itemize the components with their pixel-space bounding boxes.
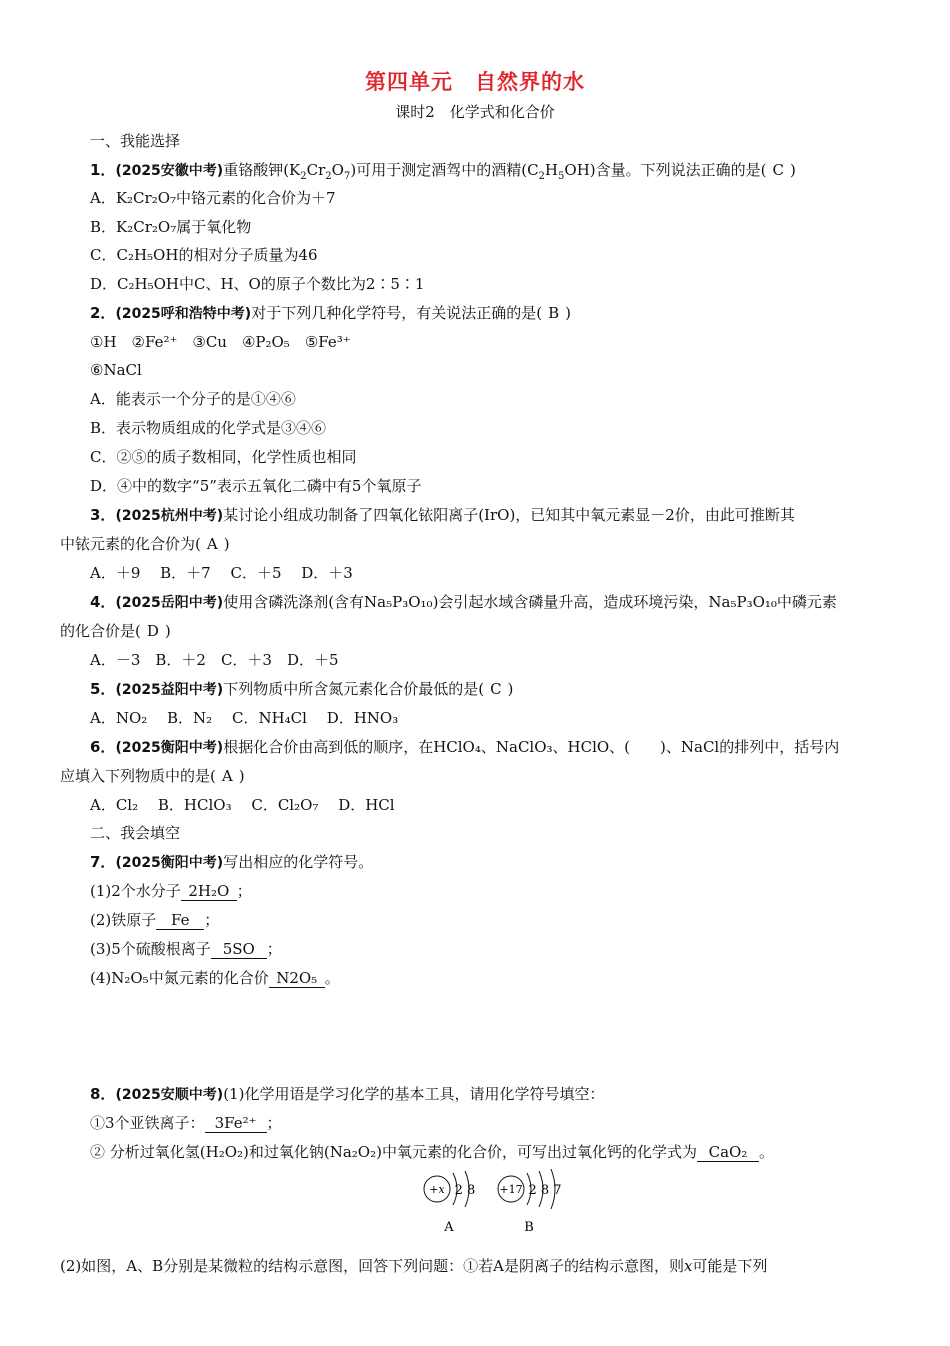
q7-part2-prompt: (2)铁原子 xyxy=(90,911,157,929)
q8-stem-text: (1)化学用语是学习化学的基本工具，请用化学符号填空： xyxy=(223,1085,605,1103)
atom-b-nucleus: +17 xyxy=(499,1183,523,1196)
q7-part2-answer: Fe xyxy=(156,911,204,930)
q6-source: (2025衡阳中考) xyxy=(115,740,224,756)
q4-close: ) xyxy=(164,622,171,640)
q5-source: (2025益阳中考) xyxy=(115,682,224,698)
q4-number: 4． xyxy=(90,593,116,611)
q7-part4-prompt: (4)N₂O₅中氮元素的化合价 xyxy=(90,969,269,987)
q3-number: 3． xyxy=(90,506,116,524)
q1-number: 1． xyxy=(90,161,116,179)
q4-answer: D xyxy=(146,622,159,640)
q5-stem-text: 下列物质中所含氮元素化合价最低的是( xyxy=(223,680,485,698)
section-choice-heading: 一、我能选择 xyxy=(90,132,181,150)
q1-answer: C xyxy=(772,161,784,179)
q7-stem-text: 写出相应的化学符号。 xyxy=(223,853,374,871)
atom-structure-diagram xyxy=(415,1165,575,1235)
q5-answer: C xyxy=(490,680,502,698)
q5-close: ) xyxy=(507,680,514,698)
q6-close: ) xyxy=(238,767,245,785)
q8-source: (2025安顺中考) xyxy=(115,1087,224,1103)
q5-stem xyxy=(90,679,513,700)
q7-part1-semicolon: ； xyxy=(236,882,252,900)
q8-question2-var: x xyxy=(683,1257,693,1275)
q7-part2-semicolon: ； xyxy=(204,911,220,929)
q8-part2-answer: CaO₂ xyxy=(697,1143,759,1162)
q8-part2 xyxy=(90,1142,774,1162)
q7-part4-period: 。 xyxy=(324,969,340,987)
q3-answer: A xyxy=(206,535,218,553)
atom-a-electrons: 2 8 xyxy=(454,1183,476,1198)
q1-stem-text: 重铬酸钾(K xyxy=(223,161,301,179)
q3-stem-text: 某讨论小组成功制备了四氧化铱阳离子(IrO)，已知其中氧元素显－2价，由此可推断其 xyxy=(223,506,795,524)
q3-stem xyxy=(90,505,795,526)
q8-question2-text: (2)如图，A、B分别是某微粒的结构示意图，回答下列问题：①若A是阴离子的结构示意图，则 xyxy=(60,1257,684,1275)
q6-answer: A xyxy=(221,767,233,785)
q3-close: ) xyxy=(223,535,230,553)
q7-part3-answer: 5SO xyxy=(211,940,267,959)
q8-question2 xyxy=(60,1256,767,1276)
unit-title-part1: 第四单元 xyxy=(365,70,453,94)
q1-source: (2025安徽中考) xyxy=(115,163,224,179)
q1-stem-text: )可用于测定酒驾中的酒精(C xyxy=(350,161,539,179)
q2-close: ) xyxy=(565,304,571,322)
q4-stem-text-2: 的化合价是( xyxy=(60,622,141,640)
q1-stem-text: O xyxy=(331,161,344,179)
q4-source: (2025岳阳中考) xyxy=(115,595,224,611)
atom-b-label: B xyxy=(524,1220,534,1235)
q2-option-b: B．表示物质组成的化学式是③④⑥ xyxy=(90,419,327,437)
q6-stem xyxy=(90,737,839,758)
q2-number: 2． xyxy=(90,304,116,322)
q7-part1-prompt: (1)2个水分子 xyxy=(90,882,181,900)
q1-option-d: D．C₂H₅OH中C、H、O的原子个数比为2∶5∶1 xyxy=(90,275,425,293)
q3-options: A．＋9 B．＋7 C．＋5 D．＋3 xyxy=(90,564,353,582)
q7-part1-answer: 2H₂O xyxy=(181,882,237,901)
q7-part4-answer: N2O₅ xyxy=(269,969,325,988)
q7-part3 xyxy=(90,939,282,959)
q2-option-a: A．能表示一个分子的是①④⑥ xyxy=(90,390,296,408)
q7-stem xyxy=(90,852,373,873)
q5-options: A．NO₂ B．N₂ C．NH₄Cl D．HNO₃ xyxy=(90,709,399,727)
q6-number: 6． xyxy=(90,738,116,756)
q1-close: ) xyxy=(789,161,796,179)
q6-stem-2 xyxy=(60,766,245,786)
q6-stem-text: 根据化合价由高到低的顺序，在HClO₄、NaClO₃、HClO、( )、NaCl的排列中，括号内 xyxy=(223,738,840,756)
q2-option-d: D．④中的数字“5”表示五氧化二磷中有5个氧原子 xyxy=(90,477,422,495)
q8-part1-semicolon: ； xyxy=(266,1114,282,1132)
atom-b-electrons: 2 8 7 xyxy=(528,1183,562,1198)
q1-stem: 1．(2025安徽中考)重铬酸钾$(K_2Cr_2O_7)$可用于测定酒驾中的酒精$(C_2H_5OH)$含量。下列说法正确的是( C ) xyxy=(90,161,796,182)
atom-structure-svg xyxy=(415,1165,575,1235)
q2-symbols: ①H ②Fe²⁺ ③Cu ④P₂O₅ ⑤Fe³⁺ xyxy=(90,333,351,351)
q8-part2-prompt: ② 分析过氧化氢(H₂O₂)和过氧化钠(Na₂O₂)中氧元素的化合价，可写出过氧化钙的化学式为 xyxy=(90,1143,697,1161)
q8-part1-answer: 3Fe²⁺ xyxy=(205,1114,267,1133)
q7-part3-prompt: (3)5个硫酸根离子 xyxy=(90,940,211,958)
q3-source: (2025杭州中考) xyxy=(115,508,224,524)
q1-stem-text: H xyxy=(544,161,559,179)
q2-option-c: C．②⑤的质子数相同，化学性质也相同 xyxy=(90,448,357,466)
q2-answer: B xyxy=(548,304,560,322)
q4-options: A．－3 B．＋2 C．＋3 D．＋5 xyxy=(90,651,339,669)
q8-number: 8． xyxy=(90,1085,116,1103)
section-fill-heading: 二、我会填空 xyxy=(90,824,181,842)
q7-part3-semicolon: ； xyxy=(266,940,282,958)
q1-option-b: B．K₂Cr₂O₇属于氧化物 xyxy=(90,218,252,236)
q2-stem-text: 对于下列几种化学符号，有关说法正确的是( xyxy=(251,304,543,322)
q3-stem-2 xyxy=(60,534,230,554)
q4-stem xyxy=(90,592,837,613)
q4-stem-text: 使用含磷洗涤剂(含有Na₅P₃O₁₀)会引起水域含磷量升高，造成环境污染，Na₅P₃O₁₀中磷元素 xyxy=(223,593,837,611)
q1-stem-text: Cr xyxy=(306,161,326,179)
unit-title-part2: 自然界的水 xyxy=(475,70,585,94)
q3-stem-text-2: 中铱元素的化合价为( xyxy=(60,535,201,553)
atom-a-nucleus: +x xyxy=(429,1183,445,1196)
q7-number: 7． xyxy=(90,853,116,871)
q2-symbols-2: ⑥NaCl xyxy=(90,361,142,379)
q8-question2-tail: 可能是下列 xyxy=(692,1257,768,1275)
q8-stem xyxy=(90,1084,604,1105)
q2-source: (2025呼和浩特中考) xyxy=(115,306,252,322)
q7-part1 xyxy=(90,881,252,901)
q7-part2 xyxy=(90,910,219,930)
q6-stem-text-2: 应填入下列物质中的是( xyxy=(60,767,216,785)
q1-option-a: A．K₂Cr₂O₇中铬元素的化合价为＋7 xyxy=(90,189,336,207)
q5-number: 5． xyxy=(90,680,116,698)
q8-part1 xyxy=(90,1113,282,1133)
lesson-subtitle: 课时2 化学式和化合价 xyxy=(395,103,555,121)
unit-title xyxy=(0,66,950,96)
q8-part1-prompt: ①3个亚铁离子： xyxy=(90,1114,205,1132)
q2-stem xyxy=(90,303,571,324)
q7-source: (2025衡阳中考) xyxy=(115,855,224,871)
q4-stem-2 xyxy=(60,621,171,641)
q1-option-c: C．C₂H₅OH的相对分子质量为46 xyxy=(90,246,318,264)
q7-part4 xyxy=(90,968,340,988)
atom-a-label: A xyxy=(444,1220,454,1235)
q1-stem-text: OH)含量。下列说法正确的是( xyxy=(564,161,767,179)
q8-part2-period: 。 xyxy=(758,1143,774,1161)
q6-options: A．Cl₂ B．HClO₃ C．Cl₂O₇ D．HCl xyxy=(90,796,395,814)
